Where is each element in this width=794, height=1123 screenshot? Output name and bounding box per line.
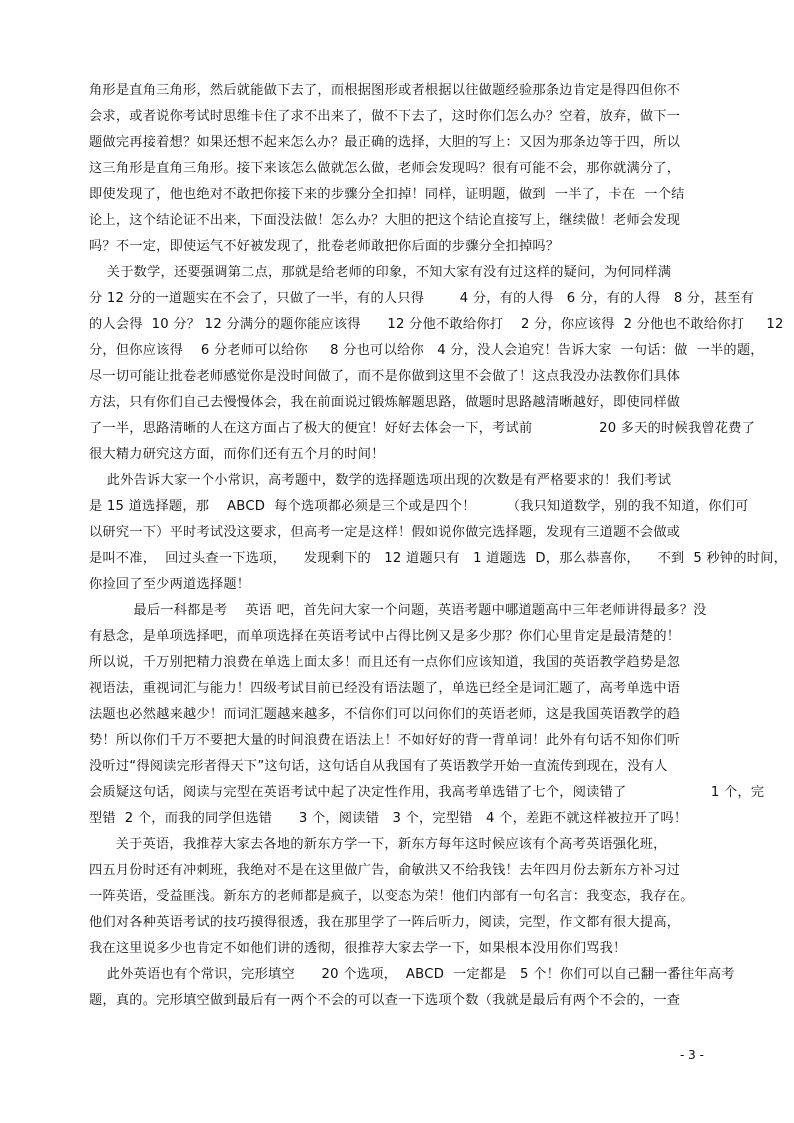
text-line: 方法，只有你们自己去慢慢体会，我在前面说过锻炼解题思路，做题时思路越清晰越好，即使同样做 [89,395,681,410]
text-line: 分，但你应该得 6 分老师可以给你 8 分也可以给你 4 分，没人会追究！告诉大家 一句话：做 一半的题， [89,343,764,358]
text-line: 此外告诉大家一个小常识，高考题中，数学的选择题选项出现的次数是有严格要求的！我们考试 [89,473,672,488]
text-line: 关于数学，还要强调第二点，那就是给老师的印象，不知大家有没有过这样的疑问，为何同样满 [89,265,672,280]
text-line: 四五月份时还有冲刺班，我绝对不是在这里做广告，俞敏洪又不给我钱！去年四月份去新东方补习过 [89,863,681,878]
text-line: 我在这里说多少也肯定不如他们讲的透彻，很推荐大家去学一下，如果根本没用你们骂我！ [89,941,627,956]
text-line: 是 15 道选择题，那 ABCD 每个选项都必须是三个或是四个！ （我只知道数学，别的我不知道，你们可 [89,499,749,514]
text-line: 势！所以你们千万不要把大量的时间浪费在语法上！不如好好的背一背单词！此外有句话不知你们听 [89,733,681,748]
text-line: 视语法，重视词汇与能力！四级考试目前已经没有语法题了，单选已经全是词汇题了，高考单选中语 [89,681,681,696]
text-line: 的人会得 10 分？ 12 分满分的题你能应该得 12 分他不敢给你打 2 分，你应该得 2 分他也不敢给你打 12 [89,317,784,332]
text-line: 会求，或者说你考试时思维卡住了求不出来了，做不下去了，这时你们怎么办？空着，放弃，做下一 [89,109,681,124]
text-line: 有悬念，是单项选择吧，而单项选择在英语考试中占得比例又是多少那？你们心里肯定是最清楚的！ [89,629,681,644]
text-line: 所以说，千万别把精力浪费在单选上面太多！而且还有一点你们应该知道，我国的英语教学趋势是忽 [89,655,681,670]
text-line: 角形是直角三角形，然后就能做下去了，而根据图形或者根据以往做题经验那条边肯定是得四但你不 [89,83,681,98]
text-line: 一阵英语，受益匪浅。新东方的老师都是疯子，以变态为荣！他们内部有一句名言：我变态，我存在。 [89,889,694,904]
text-line: 型错 2 个，而我的同学但选错 3 个，阅读错 3 个，完型错 4 个，差距不就这样被拉开了吗！ [89,811,688,826]
text-line: 了一半，思路清晰的人在这方面占了极大的便宜！好好去体会一下，考试前 20 多天的时候我曾花费了 [89,421,756,436]
text-line: 法题也必然越来越少！而词汇题越来越多，不信你们可以问你们的英语老师，这是我国英语教学的趋 [89,707,681,722]
text-line: 尽一切可能让批卷老师感觉你是没时间做了，而不是你做到这里不会做了！这点我没办法教你们具体 [89,369,681,384]
text-line: 最后一科都是考 英语 吧，首先问大家一个问题，英语考题中哪道题高中三年老师讲得最多？没 [89,603,707,618]
text-line: 分 12 分的一道题实在不会了，只做了一半，有的人只得 4 分，有的人得 6 分，有的人得 8 分，甚至有 [89,291,755,306]
text-line: 论上，这个结论证不出来，下面没法做！怎么办？大胆的把这个结论直接写上，继续做！老师会发现 [89,213,681,228]
text-line: 此外英语也有个常识，完形填空 20 个选项， ABCD 一定都是 5 个！你们可以自己翻一番往年高考 [89,967,735,982]
text-line: 题，真的。完形填空做到最后有一两个不会的可以查一下选项个数（我就是最后有两个不会的，一查 [89,993,681,1008]
text-line: 是叫不准， 回过头查一下选项， 发现剩下的 12 道题只有 1 道题选 D，那么恭喜你， 不到 5 秒钟的时间， [89,551,788,566]
text-line: 即使发现了，他也绝对不敢把你接下来的步骤分全扣掉！同样，证明题，做到 一半了，卡在 一个结 [89,187,685,202]
text-line: 以研究一下）平时考试没这要求，但高考一定是这样！假如说你做完选择题，发现有三道题不会做或 [89,525,681,540]
text-line: 关于英语，我推荐大家去各地的新东方学一下，新东方每年这时候应该有个高考英语强化班， [89,837,667,852]
text-line: 没听过“得阅读完形者得天下”这句话，这句话自从我国有了英语教学开始一直流传到现在，没有人 [89,759,668,774]
text-line: 很大精力研究这方面，而你们还有五个月的时间！ [89,447,385,462]
text-line: 这三角形是直角三角形。接下来该怎么做就怎么做，老师会发现吗？很有可能不会，那你就满分了， [89,161,681,176]
page-number: - 3 - [680,1048,704,1062]
text-line: 他们对各种英语考试的技巧摸得很透，我在那里学了一阵后听力，阅读，完型，作文都有很大提高， [89,915,681,930]
text-line: 题做完再接着想？如果还想不起来怎么办？最正确的选择，大胆的写上：又因为那条边等于四，所以 [89,135,681,150]
text-line: 吗？不一定，即使运气不好被发现了，批卷老师敢把你后面的步骤分全扣掉吗？ [89,239,560,254]
text-line: 会质疑这句话，阅读与完型在英语考试中起了决定性作用，我高考单选错了七个，阅读错了 1 个，完 [89,785,765,800]
text-line: 你捡回了至少两道选择题！ [89,577,251,592]
